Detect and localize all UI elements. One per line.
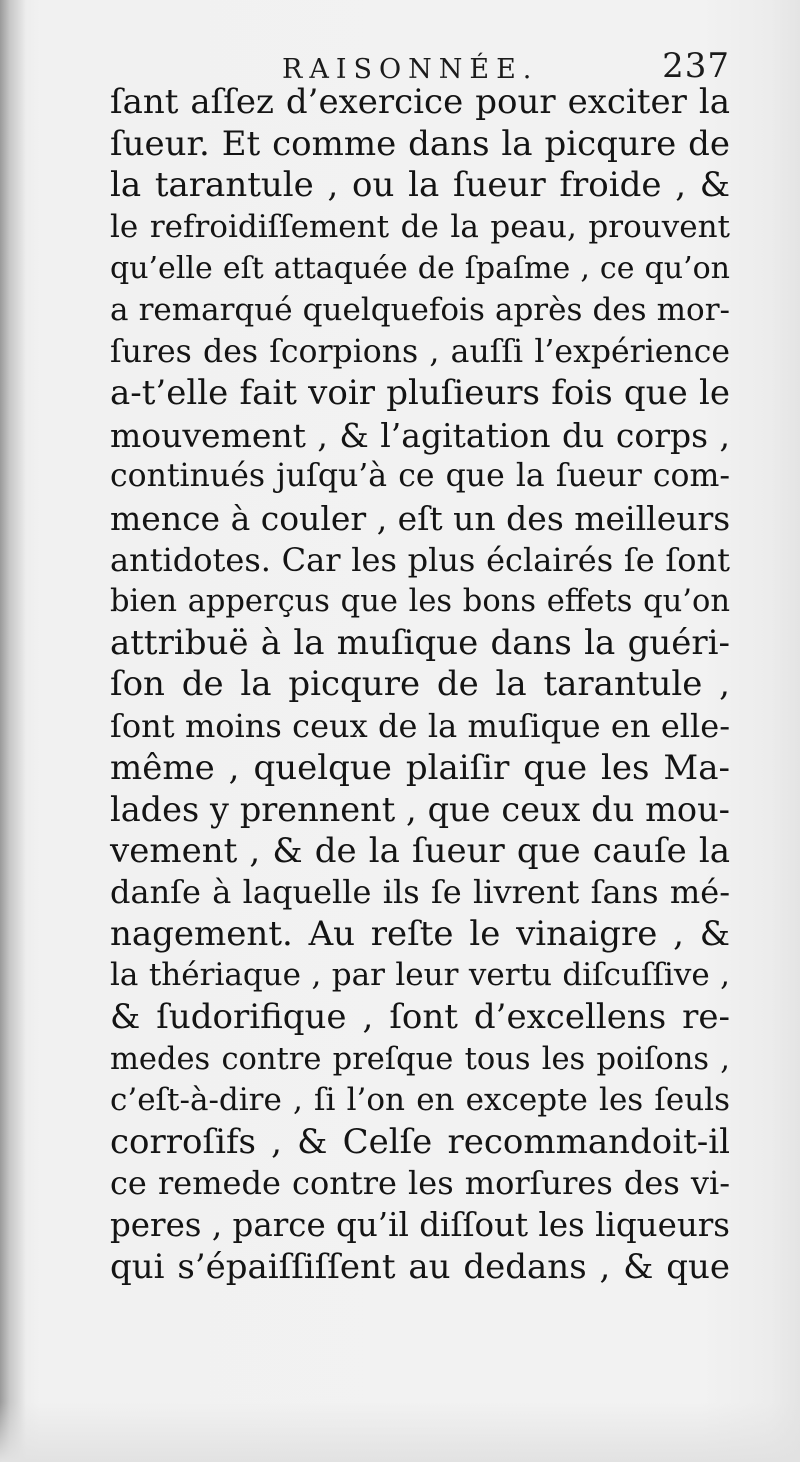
text-line: corroſifs , & Celſe recommandoit-il	[110, 1121, 730, 1162]
text-line: ſont moins ceux de la muſique en elle-	[110, 706, 730, 745]
text-line: c’eſt-à-dire , ſi l’on en excepte les ſeuls	[110, 1082, 730, 1119]
text-line: la tarantule , ou la ſueur froide , &	[110, 165, 730, 206]
text-line: même , quelque plaiſir que les Ma-	[110, 747, 730, 788]
text-line: ce remede contre les morſures des vi-	[110, 1164, 730, 1203]
text-line: & ſudorifique , ſont d’excellens re-	[110, 997, 730, 1038]
binding-gutter-shadow	[0, 0, 26, 1462]
text-line: bien apperçus que les bons effets qu’on	[110, 584, 730, 620]
text-line: mouvement , & l’agitation du corps ,	[110, 415, 730, 455]
text-line: mence à couler , eſt un des meilleurs	[110, 498, 731, 538]
text-line: attribuë à la muſique dans la guéri-	[110, 622, 730, 663]
body-text	[110, 82, 730, 1288]
text-line: ſures des ſcorpions , auſſi l’expérience	[110, 333, 730, 370]
page-bottom-shade	[0, 1402, 800, 1462]
text-line: nagement. Au reſte le vinaigre , &	[110, 913, 730, 954]
text-line: a remarqué quelquefois après des mor-	[110, 291, 730, 328]
text-line: ſant aſſez d’exercice pour exciter la	[110, 82, 730, 122]
text-line: qui s’épaiſſiſſent au dedans , & que	[110, 1246, 730, 1287]
running-head: RAISONNÉE.	[282, 54, 539, 85]
text-line: qu’elle eſt attaquée de ſpaſme , ce qu’on	[110, 251, 730, 287]
text-line: ſueur. Et comme dans la picqure de	[110, 123, 730, 164]
text-line: medes contre preſque tous les poiſons ,	[110, 1041, 730, 1077]
text-line: lades y prennent , que ceux du mou-	[110, 790, 730, 830]
text-line: la thériaque , par leur vertu diſcuſſive ,	[110, 957, 730, 994]
text-line: le refroidiſſement de la peau, prouvent	[110, 208, 730, 245]
text-line: vement , & de la ſueur que cauſe la	[110, 830, 730, 871]
text-line: ſon de la picqure de la tarantule ,	[110, 664, 730, 705]
text-line: a-t’elle fait voir pluſieurs fois que le	[110, 373, 730, 414]
text-line: antidotes. Car les plus éclairés ſe ſont	[110, 540, 730, 579]
text-line: continués juſqu’à ce que la ſueur com-	[110, 458, 730, 495]
text-line: danſe à laquelle ils ſe livrent ſans mé-	[110, 873, 730, 912]
text-line: peres , parce qu’il diſſout les liqueurs	[110, 1206, 730, 1245]
page-number: 237	[662, 46, 730, 86]
